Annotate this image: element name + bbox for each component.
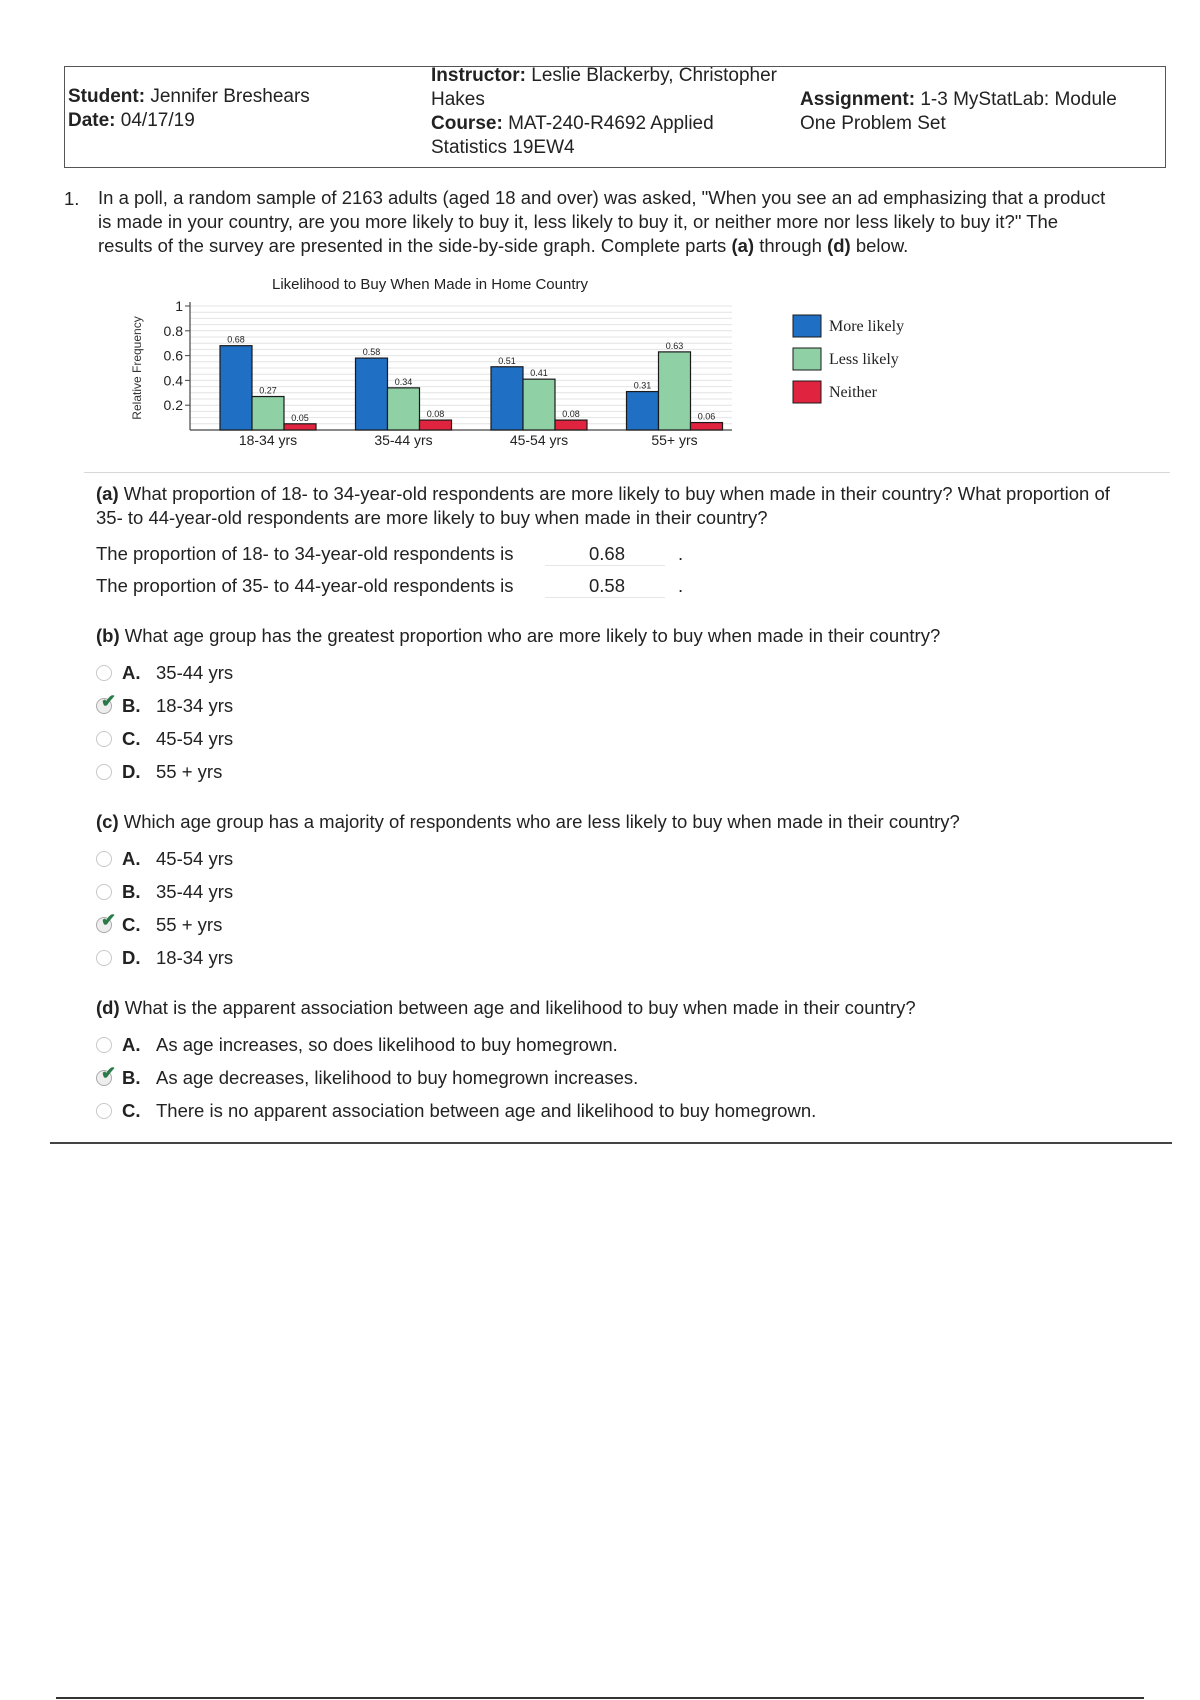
option-letter: C. xyxy=(122,1100,141,1121)
instructor-label: Instructor: xyxy=(431,65,526,86)
answer-row-1 xyxy=(96,543,514,565)
radio-button[interactable] xyxy=(96,851,112,867)
radio-button[interactable] xyxy=(96,884,112,900)
option-text: 45-54 yrs xyxy=(156,848,234,869)
answer-1-text: The proportion of 18- to 34-year-old respondents is xyxy=(96,543,514,564)
assignment-name-cont: One Problem Set xyxy=(800,113,946,134)
date-value: 04/17/19 xyxy=(120,110,195,131)
data-label: 0.05 xyxy=(291,412,309,423)
option-text: As age decreases, likelihood to buy homegrown increases. xyxy=(156,1067,639,1088)
student-name: Jennifer Breshears xyxy=(150,86,310,107)
legend-swatch xyxy=(793,348,821,370)
legend-swatch xyxy=(793,381,821,403)
radio-button[interactable] xyxy=(96,1037,112,1053)
option-letter: A. xyxy=(122,662,141,683)
option-text: 35-44 yrs xyxy=(156,662,234,683)
y-tick-label: 0.2 xyxy=(163,397,183,414)
correct-check-icon: ✔ xyxy=(101,691,117,711)
student-block xyxy=(68,85,310,133)
question-text xyxy=(98,186,1168,258)
legend-label: More likely xyxy=(829,318,905,335)
option-letter: B. xyxy=(122,881,141,902)
bar-more-likely xyxy=(356,358,388,430)
x-tick-label: 55+ yrs xyxy=(651,432,698,448)
assignment-label: Assignment: xyxy=(800,89,916,110)
question-line: is made in your country, are you more likely to buy it, less likely to buy it, or neither more nor less likely to buy it?" The xyxy=(98,211,1059,232)
bar-more-likely xyxy=(220,346,252,430)
answer-2-period: . xyxy=(678,575,684,596)
part-a-question: (a) What proportion of 18- to 34-year-old respondents are more likely to buy when made in their country? What proportion of 35- to 44-year-old respondents are more likely to buy when made in their country? xyxy=(96,483,1110,528)
bar-less-likely xyxy=(659,352,691,430)
option-text: There is no apparent association between age and likelihood to buy homegrown. xyxy=(156,1100,817,1121)
data-label: 0.58 xyxy=(362,347,381,358)
course-name: MAT-240-R4692 Applied xyxy=(508,113,714,134)
bar-neither xyxy=(284,424,316,430)
answer-1-period: . xyxy=(678,543,684,564)
radio-button[interactable] xyxy=(96,665,112,681)
part-b-option-c[interactable] xyxy=(96,725,233,753)
data-label: 0.68 xyxy=(227,334,245,345)
part-c-option-c[interactable] xyxy=(96,911,222,939)
legend-label: Neither xyxy=(829,384,877,401)
section-divider xyxy=(50,1142,1172,1144)
part-c-option-d[interactable] xyxy=(96,944,233,972)
correct-check-icon: ✔ xyxy=(101,1063,117,1083)
y-tick-label: 0.6 xyxy=(163,347,183,364)
answer-1-field[interactable]: 0.68 xyxy=(545,543,665,566)
data-label: 0.31 xyxy=(633,380,652,391)
x-tick-label: 45-54 yrs xyxy=(509,432,569,448)
data-label: 0.51 xyxy=(498,355,516,366)
part-d-option-c[interactable] xyxy=(96,1097,816,1125)
radio-button[interactable] xyxy=(96,731,112,747)
option-text: 55 + yrs xyxy=(156,914,223,935)
x-tick-label: 35-44 yrs xyxy=(374,432,433,448)
radio-button[interactable] xyxy=(96,1063,117,1086)
option-letter: D. xyxy=(122,947,141,968)
instructor-name: Leslie Blackerby, Christopher xyxy=(531,65,777,86)
part-d-question: (d) What is the apparent association between age and likelihood to buy when made in their country? xyxy=(96,997,916,1018)
radio-button[interactable] xyxy=(96,1103,112,1119)
bar-less-likely xyxy=(252,397,284,430)
part-d-option-a[interactable] xyxy=(96,1031,618,1059)
option-text: As age increases, so does likelihood to buy homegrown. xyxy=(156,1034,618,1055)
bar-less-likely xyxy=(523,379,555,430)
data-label: 0.41 xyxy=(530,368,548,379)
side-by-side-bar-chart xyxy=(120,270,940,450)
option-letter: C. xyxy=(122,728,141,749)
x-tick-label: 18-34 yrs xyxy=(238,432,298,448)
part-b-option-d[interactable] xyxy=(96,758,222,786)
data-label: 0.27 xyxy=(259,385,277,396)
option-text: 18-34 yrs xyxy=(156,695,234,716)
data-label: 0.34 xyxy=(394,376,413,387)
bar-neither xyxy=(420,420,452,430)
correct-check-icon: ✔ xyxy=(101,910,117,930)
option-text: 18-34 yrs xyxy=(156,947,234,968)
question-line: results of the survey are presented in the side-by-side graph. Complete parts (a) through (d) below. xyxy=(98,235,909,256)
course-name-cont: Statistics 19EW4 xyxy=(431,137,575,158)
y-tick-label: 0.8 xyxy=(163,322,183,339)
option-text: 35-44 yrs xyxy=(156,881,234,902)
part-b-option-b[interactable] xyxy=(96,692,233,720)
option-letter: B. xyxy=(122,695,141,716)
bar-neither xyxy=(555,420,587,430)
option-letter: C. xyxy=(122,914,141,935)
option-letter: A. xyxy=(122,848,141,869)
part-d-option-b[interactable] xyxy=(96,1064,638,1092)
bar-less-likely xyxy=(388,388,420,430)
radio-button[interactable] xyxy=(96,910,117,933)
legend-swatch xyxy=(793,315,821,337)
chart-title: Likelihood to Buy When Made in Home Country xyxy=(272,276,588,293)
option-letter: B. xyxy=(122,1067,141,1088)
assignment-name: 1-3 MyStatLab: Module xyxy=(920,89,1117,110)
y-tick-label: 1 xyxy=(175,298,183,314)
part-a-label: (a) xyxy=(96,483,119,504)
radio-button[interactable] xyxy=(96,764,112,780)
data-label: 0.08 xyxy=(562,409,580,420)
answer-2-field[interactable]: 0.58 xyxy=(545,575,665,598)
option-letter: D. xyxy=(122,761,141,782)
divider xyxy=(84,472,1170,473)
option-letter: A. xyxy=(122,1034,141,1055)
part-b-question: (b) What age group has the greatest proportion who are more likely to buy when made in their country? xyxy=(96,625,941,646)
bar-more-likely xyxy=(627,392,659,430)
answer-row-2 xyxy=(96,575,514,597)
option-text: 55 + yrs xyxy=(156,761,223,782)
question-number: 1. xyxy=(64,188,80,209)
bar-more-likely xyxy=(491,367,523,430)
data-label: 0.08 xyxy=(426,409,445,420)
data-label: 0.63 xyxy=(665,340,684,351)
question-line: In a poll, a random sample of 2163 adults (aged 18 and over) was asked, "When you see an ad emphasizing that a product xyxy=(98,187,1106,208)
instructor-block xyxy=(431,64,777,160)
option-text: 45-54 yrs xyxy=(156,728,234,749)
y-tick-label: 0.4 xyxy=(163,372,183,389)
course-label: Course: xyxy=(431,113,503,134)
part-c-option-a[interactable] xyxy=(96,845,233,873)
instructor-name-cont: Hakes xyxy=(431,89,485,110)
assignment-block xyxy=(800,88,1117,136)
bar-neither xyxy=(691,423,723,430)
legend-label: Less likely xyxy=(829,351,899,368)
part-c-question: (c) Which age group has a majority of respondents who are less likely to buy when made in their country? xyxy=(96,811,960,832)
radio-button[interactable] xyxy=(96,950,112,966)
student-label: Student: xyxy=(68,86,146,107)
data-label: 0.06 xyxy=(697,411,716,422)
answer-2-text: The proportion of 35- to 44-year-old respondents is xyxy=(96,575,514,596)
footer-rule xyxy=(56,1697,1144,1699)
part-c-option-b[interactable] xyxy=(96,878,233,906)
y-axis-label: Relative Frequency xyxy=(130,316,144,420)
radio-button[interactable] xyxy=(96,691,117,714)
header-box xyxy=(64,66,1166,168)
part-b-option-a[interactable] xyxy=(96,659,233,687)
date-label: Date: xyxy=(68,110,116,131)
